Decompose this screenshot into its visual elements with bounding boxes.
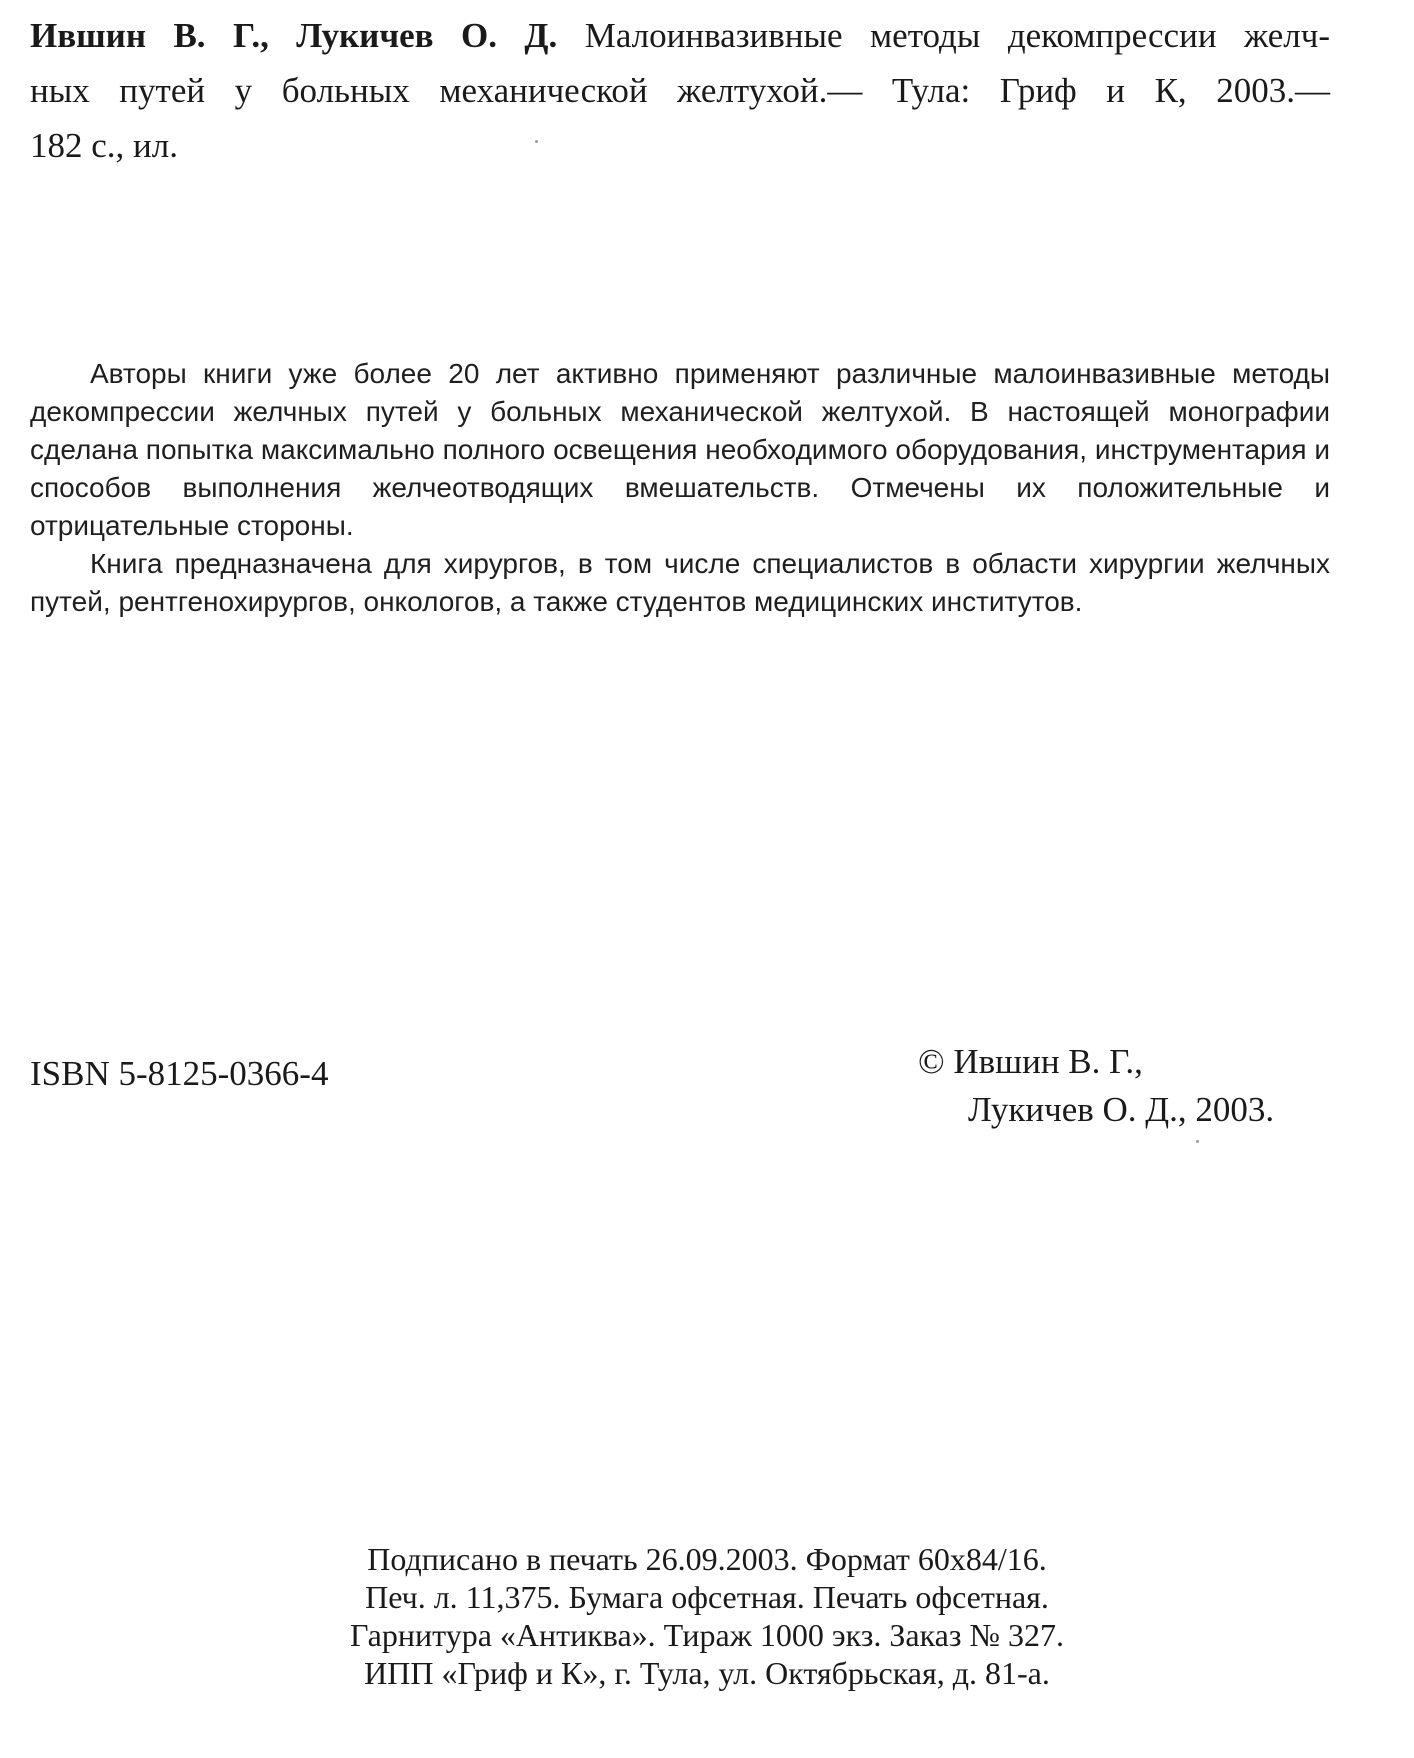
annotation-paragraph-2: Книга предназначена для хирургов, в том числе специалистов в области хирургии желчных путей, рентгенохирургов, онкологов, а также студентов медицинских институтов. [30, 548, 1330, 617]
citation-authors: Ившин В. Г., Лукичев О. Д. [30, 16, 558, 55]
citation-title-start: Малоинвазивные методы декомпрессии желч- [584, 16, 1330, 55]
imprint-line-2: Печ. л. 11,375. Бумага офсетная. Печать офсетная. [365, 1579, 1049, 1615]
scan-speck [535, 140, 538, 143]
copyright-line-1: © Ившин В. Г., [918, 1042, 1143, 1081]
copyright-line-2: Лукичев О. Д., 2003. [968, 1090, 1275, 1129]
annotation-paragraph-1: Авторы книги уже более 20 лет активно применяют различные малоинвазивные методы декомпрессии желчных путей у больных механической желтухой. В настоящей монографии сделана попытка максимально полного освещения необходимого оборудования, инструментария и способов выполнения желчеотводящих вмешательств. Отмечены их положительные и отрицательные стороны. [30, 358, 1330, 541]
isbn: ISBN 5-8125-0366-4 [30, 1054, 329, 1093]
annotation [30, 355, 1330, 621]
scan-speck [1196, 1140, 1199, 1143]
imprint-line-1: Подписано в печать 26.09.2003. Формат 60x84/16. [367, 1541, 1047, 1577]
imprint-line-3: Гарнитура «Антиква». Тираж 1000 экз. Заказ № 327. [349, 1617, 1065, 1653]
citation-line-1 [30, 8, 1330, 63]
bibliographic-citation [30, 8, 1330, 173]
citation-line-2: ных путей у больных механической желтухой.— Тула: Гриф и К, 2003.— [30, 71, 1330, 110]
imprint-details [200, 1540, 1214, 1692]
copyright-notice [918, 1038, 1274, 1134]
imprint-line-4: ИПП «Гриф и К», г. Тула, ул. Октябрьская, д. 81-а. [364, 1655, 1050, 1691]
citation-line-3: 182 с., ил. [30, 126, 178, 165]
